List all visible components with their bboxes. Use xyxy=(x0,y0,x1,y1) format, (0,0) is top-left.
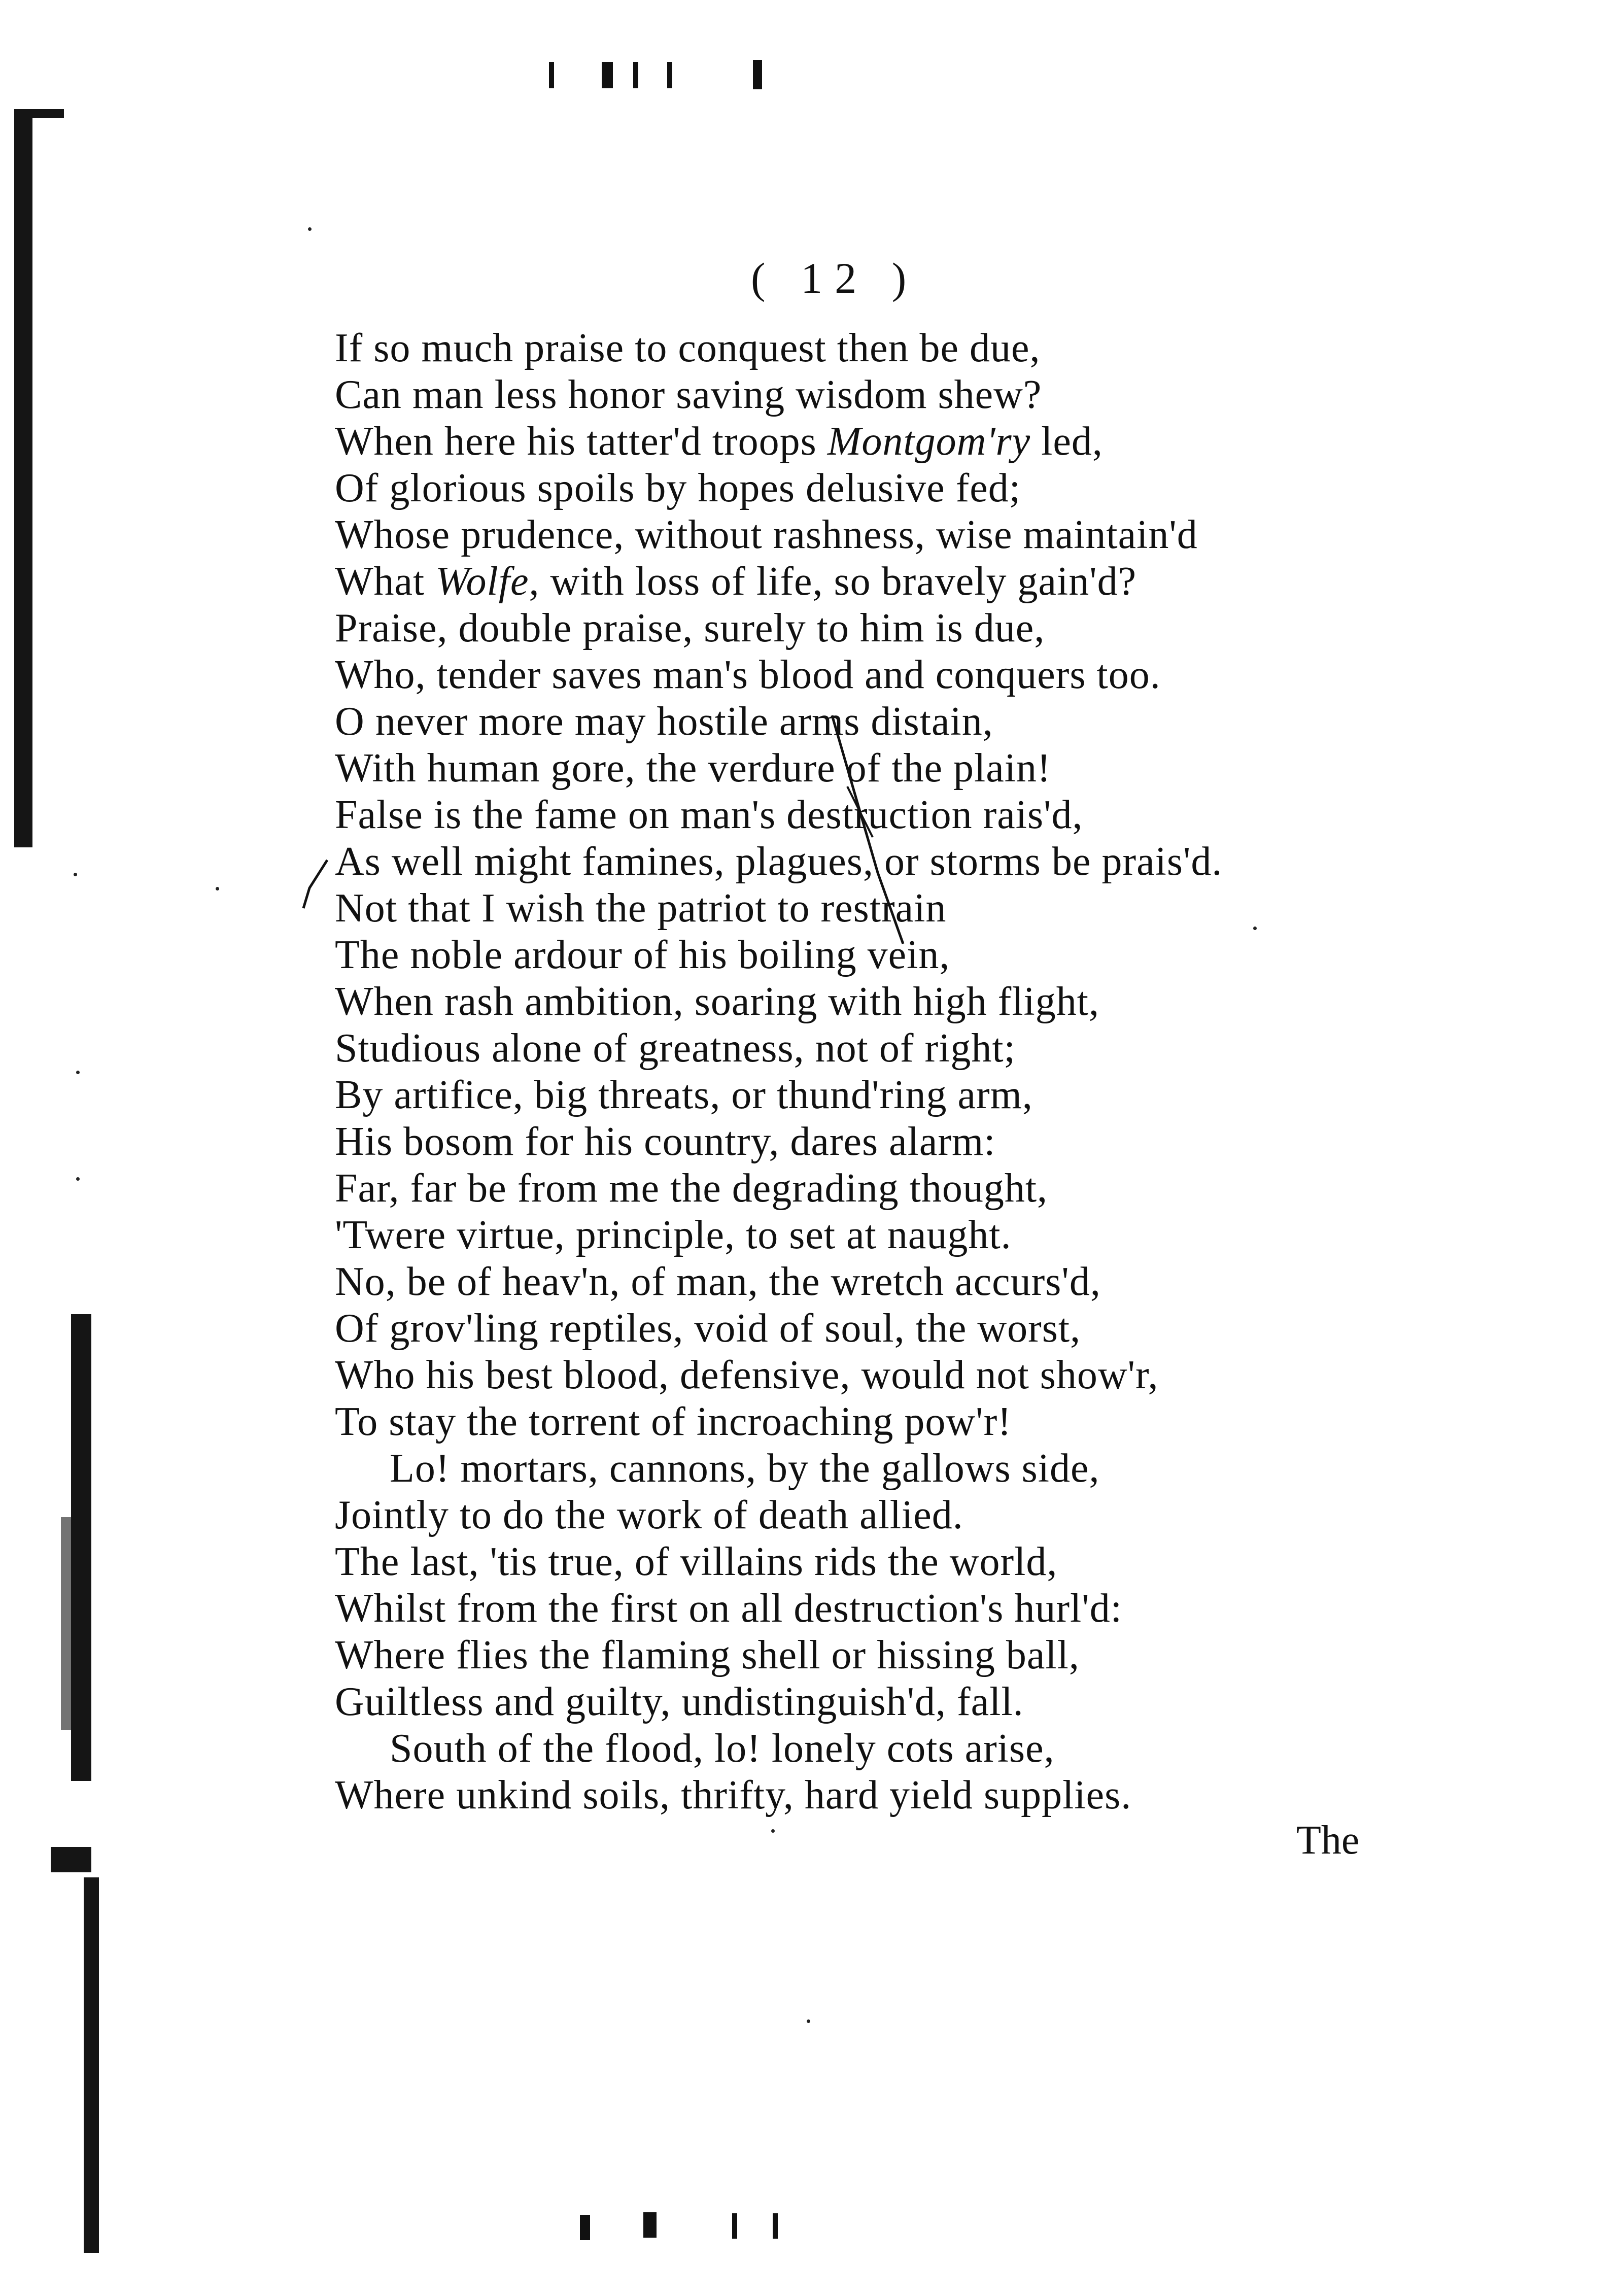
poem-line xyxy=(335,1492,1400,1538)
binding-shadow xyxy=(61,1517,71,1730)
poem-line-text: Where unkind soils, thrifty, hard yield supplies. xyxy=(335,1773,1132,1818)
poem-line-text: Who, tender saves man's blood and conquers too. xyxy=(335,653,1161,697)
scan-mark xyxy=(732,2213,737,2239)
pen-stroke-mark xyxy=(299,858,335,913)
poem-line xyxy=(335,1072,1400,1118)
scan-speck xyxy=(308,227,312,231)
poem-line xyxy=(335,745,1400,792)
poem-line xyxy=(335,1772,1400,1819)
poem-line-text: When here his tatter'd troops xyxy=(335,419,828,464)
poem-line-text: Of glorious spoils by hopes delusive fed; xyxy=(335,466,1021,510)
poem-line-text: South of the flood, lo! lonely cots arise, xyxy=(390,1726,1055,1771)
poem-line xyxy=(335,1725,1400,1772)
poem-line-text: If so much praise to conquest then be due, xyxy=(335,326,1041,370)
poem-line xyxy=(335,511,1400,558)
poem-line xyxy=(335,1632,1400,1678)
poem-line-text: Jointly to do the work of death allied. xyxy=(335,1493,963,1537)
poem-line-text: False is the fame on man's destruction rais'd, xyxy=(335,793,1083,837)
scan-mark xyxy=(633,62,638,88)
poem-line xyxy=(335,1585,1400,1632)
poem-line xyxy=(335,1025,1400,1072)
poem-line xyxy=(335,605,1400,652)
binding-shadow xyxy=(32,109,64,118)
poem-line xyxy=(335,698,1400,745)
poem-line-text: The last, 'tis true, of villains rids the world, xyxy=(335,1539,1058,1584)
scan-speck xyxy=(76,1071,80,1074)
poem-line xyxy=(335,1118,1400,1165)
poem-line-text: , with loss of life, so bravely gain'd? xyxy=(529,559,1137,604)
poem-line xyxy=(335,652,1400,698)
poem-line xyxy=(335,1352,1400,1398)
scan-mark xyxy=(549,62,554,88)
scan-speck xyxy=(76,1177,80,1181)
poem-line xyxy=(335,1258,1400,1305)
scan-speck xyxy=(74,873,77,876)
poem-line xyxy=(335,792,1400,838)
scan-mark xyxy=(667,62,672,88)
scan-speck xyxy=(216,887,219,890)
poem-line xyxy=(335,1398,1400,1445)
poem-line-text: Far, far be from me the degrading thought, xyxy=(335,1166,1048,1211)
poem-line-text: Of grov'ling reptiles, void of soul, the worst, xyxy=(335,1306,1081,1351)
poem-line xyxy=(335,838,1400,885)
poem-line xyxy=(335,558,1400,605)
scan-speck xyxy=(771,1829,775,1833)
poem-line xyxy=(335,418,1400,465)
poem-line-text: Who his best blood, defensive, would not show'r, xyxy=(335,1353,1159,1397)
poem-line-text: 'Twere virtue, principle, to set at naught. xyxy=(335,1213,1012,1257)
binding-shadow xyxy=(71,1314,91,1781)
poem-line-text: Not that I wish the patriot to restrain xyxy=(335,886,947,931)
catchword: The xyxy=(1296,1818,1360,1863)
scan-mark xyxy=(602,62,613,88)
binding-shadow xyxy=(84,1877,99,2253)
poem-line-text: Guiltless and guilty, undistinguish'd, fall. xyxy=(335,1680,1024,1724)
poem-line-text: Whose prudence, without rashness, wise maintain'd xyxy=(335,512,1198,557)
scan-mark xyxy=(753,60,762,89)
poem-text xyxy=(335,325,1400,1819)
poem-line-text: Studious alone of greatness, not of right; xyxy=(335,1026,1016,1071)
poem-line xyxy=(335,1538,1400,1585)
poem-line-text: O never more may hostile arms distain, xyxy=(335,699,993,744)
poem-line-text: Lo! mortars, cannons, by the gallows side, xyxy=(390,1446,1100,1491)
poem-line xyxy=(335,1445,1400,1492)
poem-line-text: To stay the torrent of incroaching pow'r! xyxy=(335,1399,1012,1444)
poem-line-text: By artifice, big threats, or thund'ring arm, xyxy=(335,1073,1033,1117)
page-number: ( 12 ) xyxy=(751,254,919,302)
poem-line xyxy=(335,465,1400,511)
poem-line xyxy=(335,932,1400,978)
poem-line-text: Can man less honor saving wisdom shew? xyxy=(335,372,1042,417)
scan-mark xyxy=(580,2215,590,2240)
poem-line xyxy=(335,978,1400,1025)
poem-line xyxy=(335,1212,1400,1258)
poem-line-text: The noble ardour of his boiling vein, xyxy=(335,933,950,977)
poem-line-text: With human gore, the verdure of the plain! xyxy=(335,746,1051,791)
poem-line xyxy=(335,1678,1400,1725)
poem-line-text: Whilst from the first on all destruction's hurl'd: xyxy=(335,1586,1122,1631)
scan-mark xyxy=(643,2212,657,2238)
scan-speck xyxy=(807,2019,810,2023)
binding-shadow xyxy=(14,109,32,847)
binding-shadow xyxy=(51,1847,91,1872)
poem-line xyxy=(335,1305,1400,1352)
poem-line-italic-name: Wolfe xyxy=(435,559,529,604)
poem-line xyxy=(335,885,1400,932)
poem-line-text: As well might famines, plagues, or storms be prais'd. xyxy=(335,839,1223,884)
poem-line-italic-name: Montgom'ry xyxy=(827,419,1031,464)
poem-line-text: What xyxy=(335,559,436,604)
poem-line xyxy=(335,325,1400,371)
poem-line-text: led, xyxy=(1030,419,1103,464)
poem-line-text: Praise, double praise, surely to him is due, xyxy=(335,606,1045,650)
poem-line-text: When rash ambition, soaring with high flight, xyxy=(335,979,1099,1024)
poem-line xyxy=(335,371,1400,418)
poem-line xyxy=(335,1165,1400,1212)
poem-line-text: Where flies the flaming shell or hissing ball, xyxy=(335,1633,1080,1677)
scan-mark xyxy=(773,2213,778,2239)
poem-line-text: His bosom for his country, dares alarm: xyxy=(335,1119,996,1164)
poem-line-text: No, be of heav'n, of man, the wretch accurs'd, xyxy=(335,1259,1101,1304)
